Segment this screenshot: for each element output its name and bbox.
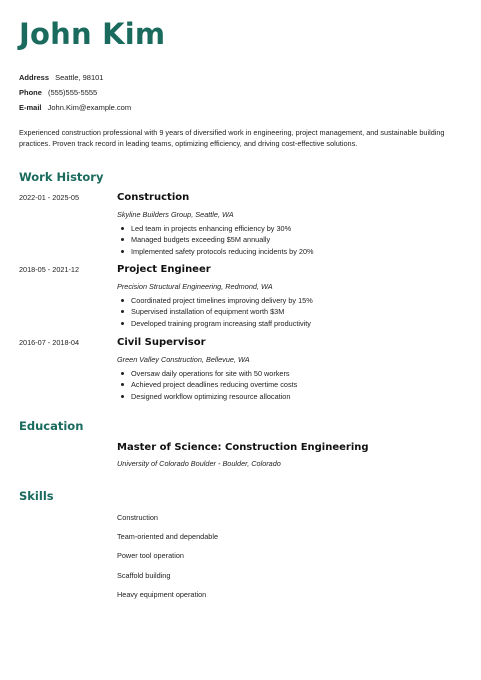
contact-info bbox=[19, 70, 131, 115]
skill-item: Power tool operation bbox=[117, 551, 184, 561]
job-details bbox=[117, 191, 467, 257]
contact-email bbox=[19, 100, 131, 115]
job-bullet: Managed budgets exceeding $5M annually bbox=[117, 234, 467, 245]
contact-phone bbox=[19, 85, 131, 100]
work-history-heading: Work History bbox=[19, 170, 104, 184]
candidate-name: John Kim bbox=[19, 17, 166, 51]
skills-list bbox=[117, 512, 218, 608]
job-bullet: Oversaw daily operations for site with 50 workers bbox=[117, 368, 467, 379]
job-dates: 2022-01 - 2025-05 bbox=[19, 193, 80, 202]
skill-item: Scaffold building bbox=[117, 570, 171, 580]
contact-value: John.Kim@example.com bbox=[47, 103, 132, 112]
job-dates: 2018-05 - 2021-12 bbox=[19, 265, 80, 274]
skill-item: Construction bbox=[117, 513, 158, 522]
job-company: Precision Structural Engineering, Redmond, WA bbox=[117, 282, 273, 291]
job-company: Skyline Builders Group, Seattle, WA bbox=[117, 210, 234, 219]
contact-label: E-mail bbox=[19, 103, 42, 112]
job-bullet: Supervised installation of equipment worth $3M bbox=[117, 306, 467, 317]
job-title: Civil Supervisor bbox=[117, 337, 206, 348]
job-bullet: Led team in projects enhancing efficiency by 30% bbox=[117, 223, 467, 234]
job-bullet: Implemented safety protocols reducing incidents by 20% bbox=[117, 246, 467, 257]
job-title: Construction bbox=[117, 192, 190, 203]
skill-item: Team-oriented and dependable bbox=[117, 532, 219, 542]
job-bullet: Designed workflow optimizing resource allocation bbox=[117, 391, 467, 402]
contact-address bbox=[19, 70, 131, 85]
job-bullet: Coordinated project timelines improving delivery by 15% bbox=[117, 295, 467, 306]
professional-summary: Experienced construction professional with 9 years of diversified work in engineering, project management, and sustainable building practices. Proven track record in leading teams, optimizing efficiency, and driving cost-effective solutions. bbox=[19, 128, 445, 148]
school-name: University of Colorado Boulder - Boulder, Colorado bbox=[117, 459, 281, 468]
contact-label: Address bbox=[19, 73, 50, 82]
job-bullets bbox=[117, 368, 467, 402]
job-bullet: Developed training program increasing staff productivity bbox=[117, 318, 467, 329]
job-details bbox=[117, 336, 467, 402]
education-heading: Education bbox=[19, 419, 84, 433]
contact-value: (555)555-5555 bbox=[48, 88, 98, 97]
job-details bbox=[117, 263, 467, 329]
contact-label: Phone bbox=[19, 88, 42, 97]
education-entry bbox=[117, 441, 369, 469]
job-bullets bbox=[117, 223, 467, 257]
job-company: Green Valley Construction, Bellevue, WA bbox=[117, 355, 250, 364]
job-bullets bbox=[117, 295, 467, 329]
job-dates: 2016-07 - 2018-04 bbox=[19, 338, 80, 347]
job-title: Project Engineer bbox=[117, 264, 211, 275]
job-bullet: Achieved project deadlines reducing overtime costs bbox=[117, 379, 467, 390]
degree-title: Master of Science: Construction Engineering bbox=[117, 442, 369, 453]
contact-value: Seattle, 98101 bbox=[55, 73, 104, 82]
skill-item: Heavy equipment operation bbox=[117, 589, 207, 599]
skills-heading: Skills bbox=[19, 489, 54, 503]
